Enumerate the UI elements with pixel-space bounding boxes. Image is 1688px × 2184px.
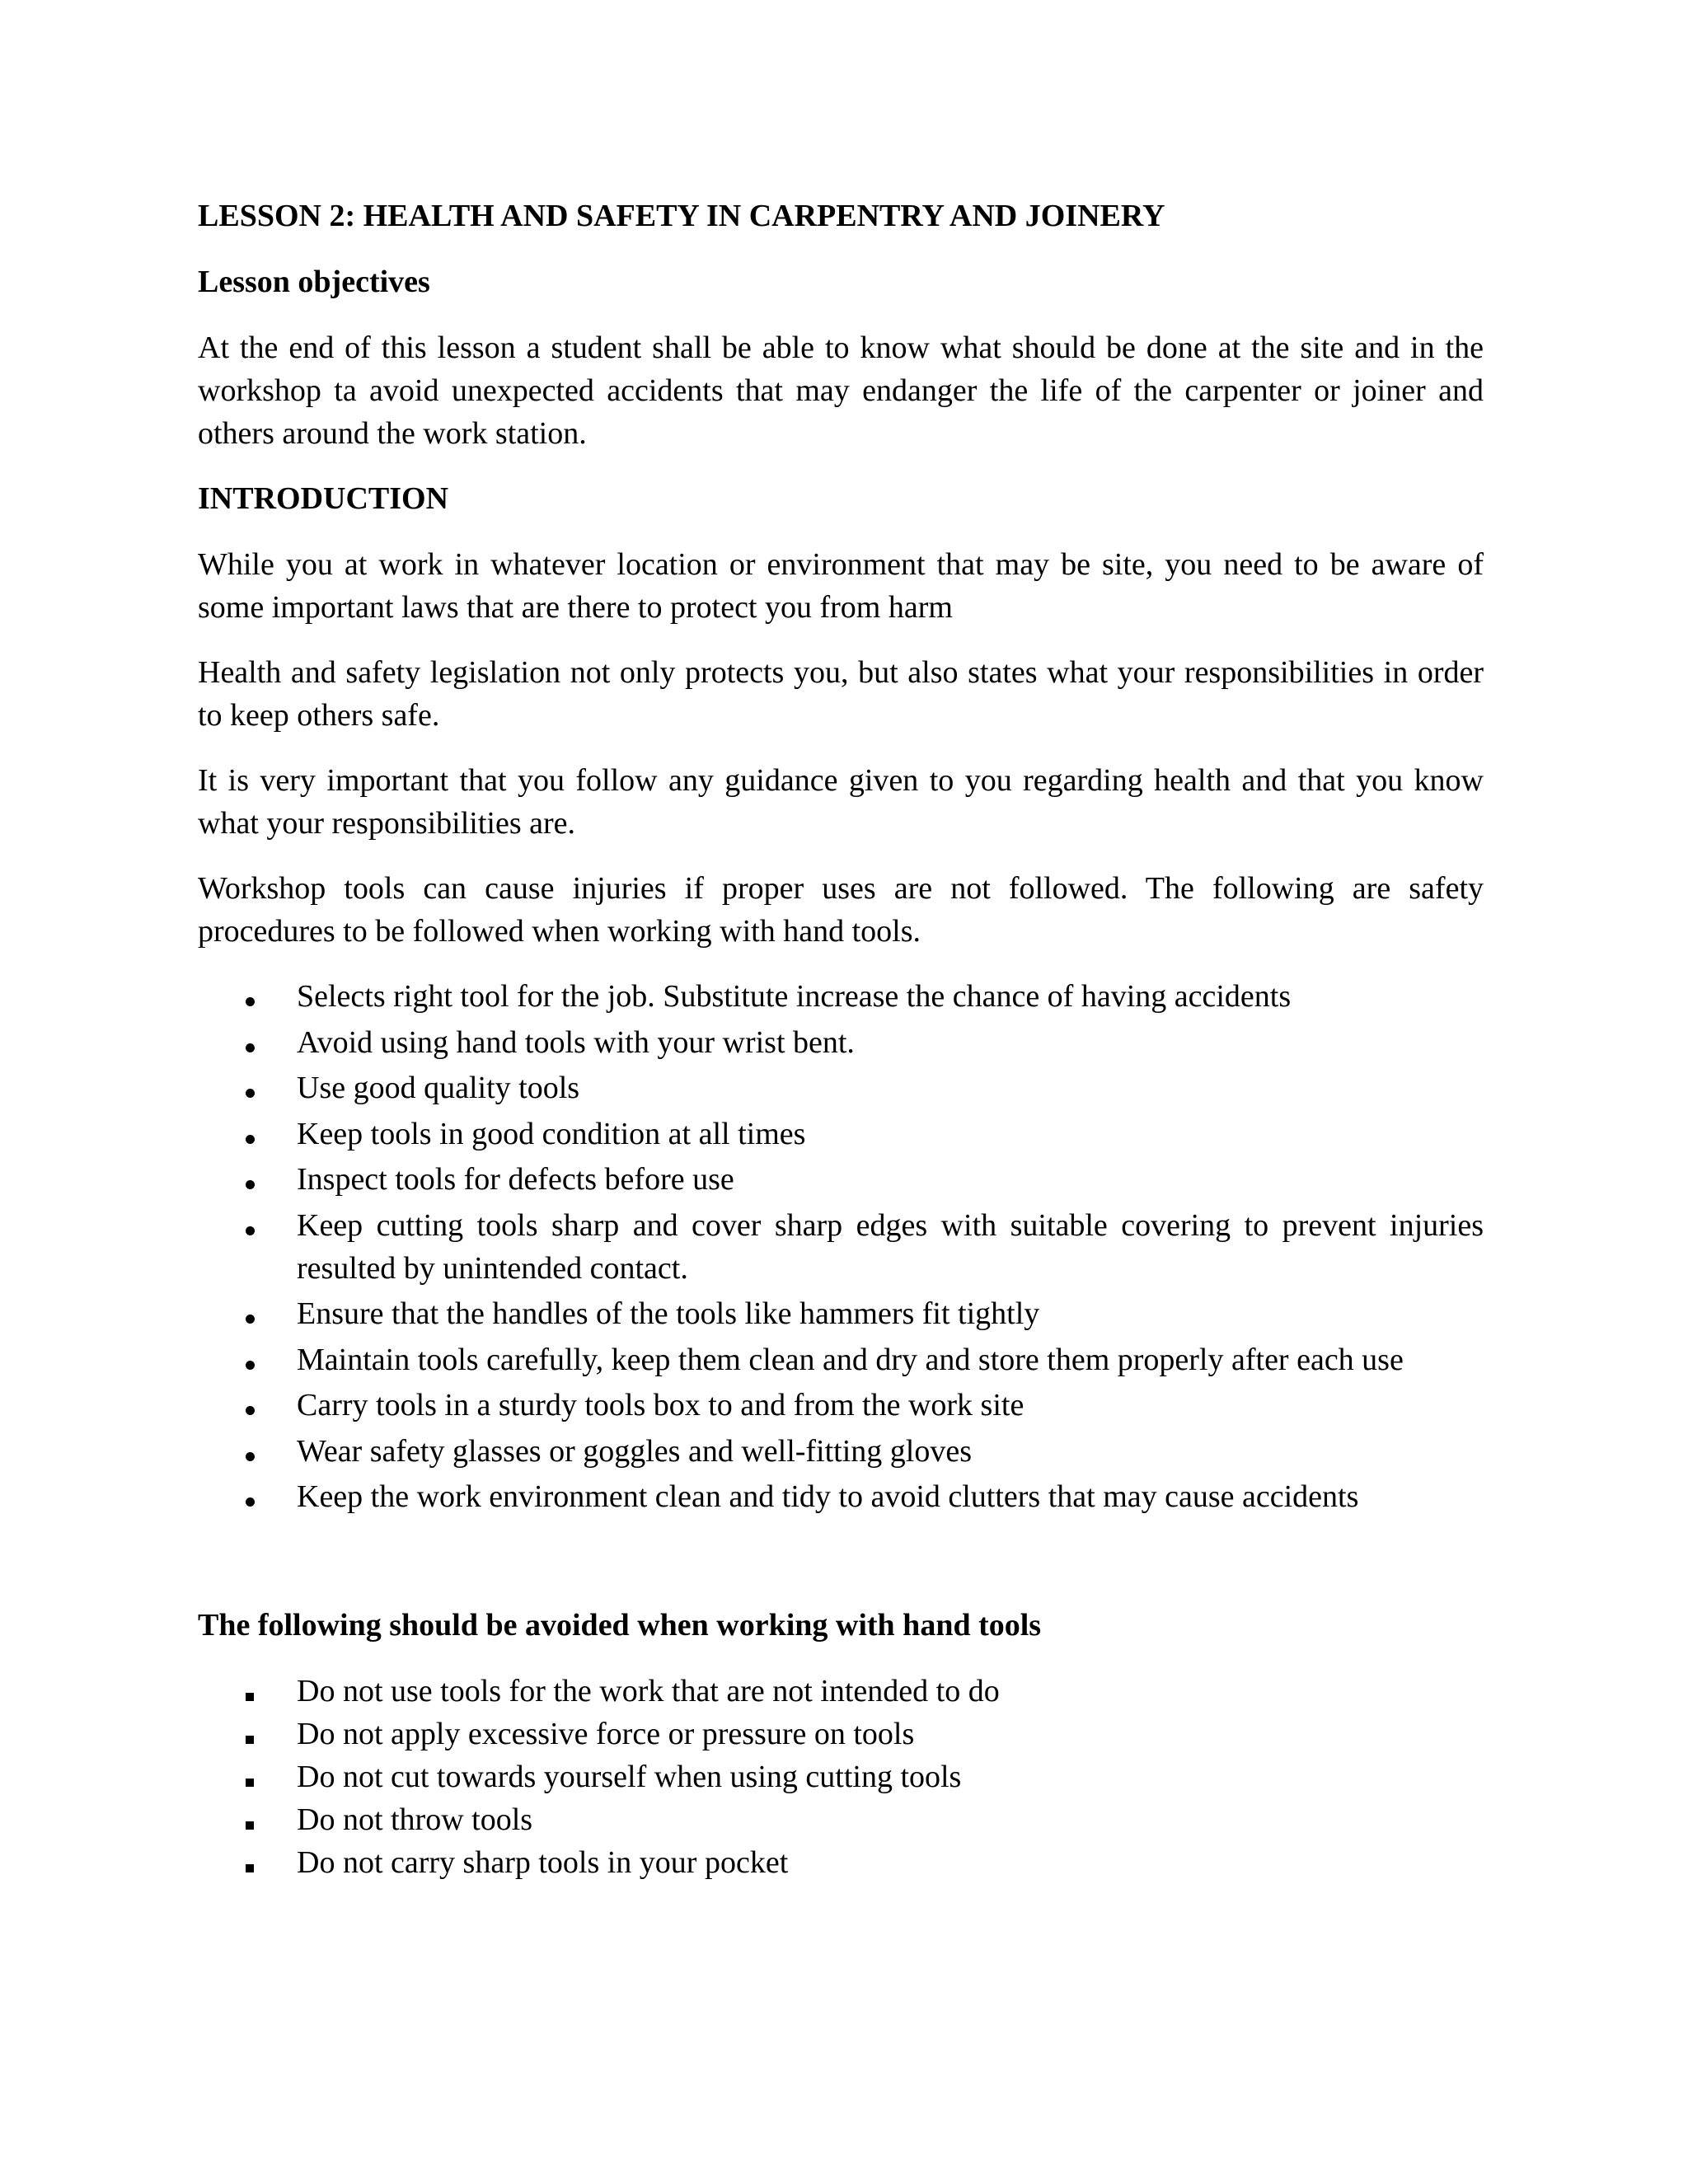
safety-procedures-list xyxy=(198,975,1484,1518)
bullet-square-icon xyxy=(246,1798,254,1841)
bullet-dot-icon xyxy=(246,1021,255,1064)
list-item-text: Avoid using hand tools with your wrist bent. xyxy=(297,1024,855,1060)
list-item xyxy=(198,1798,1484,1841)
objectives-paragraph: At the end of this lesson a student shall be able to know what should be done at the site and in the workshop ta avoid unexpected accidents that may endanger the life of the carpenter or joiner and others around the work station. xyxy=(198,330,1484,451)
intro-paragraph-3: It is very important that you follow any guidance given to you regarding health and that you know what your responsibilities are. xyxy=(198,763,1484,841)
bullet-dot-icon xyxy=(246,1475,255,1518)
list-item-text: Keep tools in good condition at all times xyxy=(297,1116,806,1151)
list-item-text: Do not carry sharp tools in your pocket xyxy=(297,1844,789,1880)
intro-paragraph-1: While you at work in whatever location or environment that may be site, you need to be aware of some important laws that are there to protect you from harm xyxy=(198,547,1484,625)
list-item-text: Keep the work environment clean and tidy to avoid clutters that may cause accidents xyxy=(297,1479,1359,1514)
bullet-dot-icon xyxy=(246,1066,255,1109)
list-item-text: Selects right tool for the job. Substitute increase the chance of having accidents xyxy=(297,979,1292,1014)
list-item xyxy=(198,1113,1484,1155)
list-item xyxy=(198,1670,1484,1713)
objectives-heading: Lesson objectives xyxy=(198,265,430,299)
intro-paragraph-4: Workshop tools can cause injuries if proper uses are not followed. The following are safety procedures to be followed when working with hand tools. xyxy=(198,871,1484,949)
list-item-text: Do not use tools for the work that are not intended to do xyxy=(297,1673,1000,1708)
bullet-dot-icon xyxy=(246,975,255,1018)
list-item-text: Keep cutting tools sharp and cover sharp edges with suitable covering to prevent injuries resulted by unintended contact. xyxy=(297,1207,1484,1286)
avoid-list xyxy=(198,1670,1484,1884)
list-item-text: Do not apply excessive force or pressure on tools xyxy=(297,1716,915,1751)
bullet-dot-icon xyxy=(246,1430,255,1473)
list-item xyxy=(198,1021,1484,1064)
bullet-square-icon xyxy=(246,1755,254,1798)
bullet-dot-icon xyxy=(246,1158,255,1201)
bullet-dot-icon xyxy=(246,1384,255,1427)
list-item xyxy=(198,1066,1484,1109)
avoid-heading: The following should be avoided when working with hand tools xyxy=(198,1607,1042,1643)
bullet-square-icon xyxy=(246,1670,254,1713)
bullet-square-icon xyxy=(246,1713,254,1755)
list-item xyxy=(198,1475,1484,1518)
list-item xyxy=(198,1755,1484,1798)
list-item-text: Wear safety glasses or goggles and well-fitting gloves xyxy=(297,1433,973,1469)
bullet-dot-icon xyxy=(246,1338,255,1381)
list-item xyxy=(198,1292,1484,1335)
list-item xyxy=(198,1841,1484,1884)
section-spacer xyxy=(198,1521,1484,1604)
list-item xyxy=(198,1204,1484,1290)
bullet-dot-icon xyxy=(246,1204,255,1247)
list-item xyxy=(198,975,1484,1018)
list-item xyxy=(198,1338,1484,1381)
bullet-dot-icon xyxy=(246,1113,255,1155)
list-item xyxy=(198,1713,1484,1755)
introduction-heading: INTRODUCTION xyxy=(198,481,449,516)
list-item-text: Use good quality tools xyxy=(297,1071,580,1105)
list-item-text: Do not cut towards yourself when using cutting tools xyxy=(297,1759,962,1794)
list-item-text: Ensure that the handles of the tools like hammers fit tightly xyxy=(297,1296,1040,1331)
list-item xyxy=(198,1384,1484,1427)
list-item xyxy=(198,1430,1484,1473)
list-item-text: Do not throw tools xyxy=(297,1802,533,1837)
list-item-text: Inspect tools for defects before use xyxy=(297,1162,734,1197)
list-item-text: Maintain tools carefully, keep them clean and dry and store them properly after each use xyxy=(297,1342,1404,1377)
document-body xyxy=(198,194,1484,1884)
intro-paragraph-2: Health and safety legislation not only protects you, but also states what your responsibilities in order to keep others safe. xyxy=(198,655,1484,733)
lesson-title: LESSON 2: HEALTH AND SAFETY IN CARPENTRY AND JOINERY xyxy=(198,199,1165,233)
bullet-square-icon xyxy=(246,1841,254,1884)
list-item xyxy=(198,1158,1484,1201)
bullet-dot-icon xyxy=(246,1292,255,1335)
list-item-text: Carry tools in a sturdy tools box to and from the work site xyxy=(297,1388,1025,1422)
